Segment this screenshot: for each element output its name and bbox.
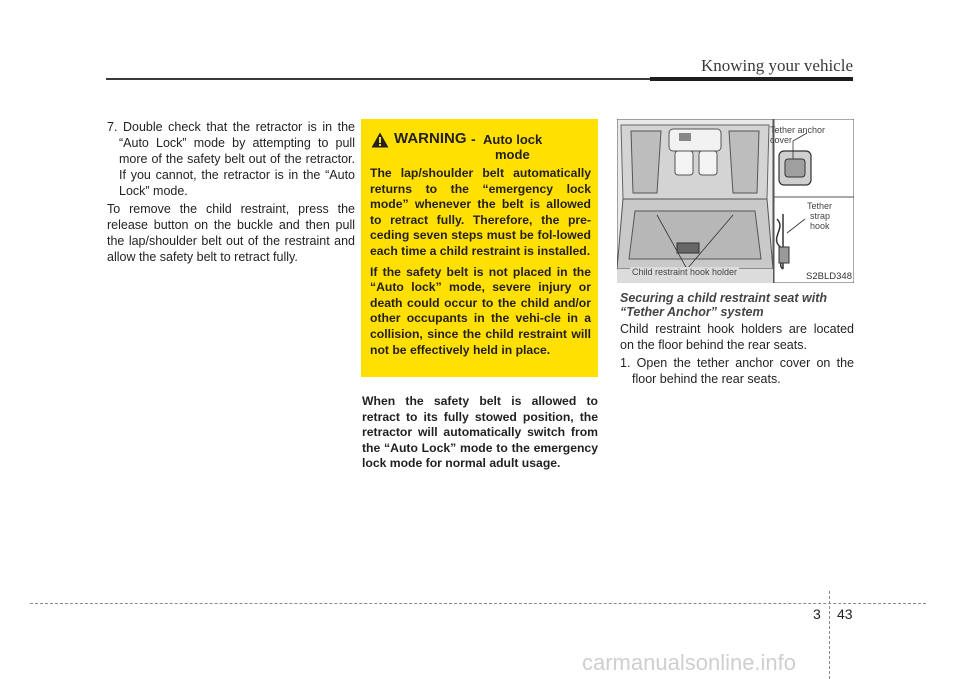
footer-rule [30,603,926,604]
footer-divider [829,591,830,679]
warning-box [361,119,598,377]
label-tether-anchor: Tether anchor [770,125,826,135]
subheading-line1: Securing a child restraint seat with [620,291,828,305]
hook-holders-paragraph: Child restraint hook holders are located on the floor behind the rear seats. [620,322,854,352]
header-rule-accent [650,77,853,81]
step-1: 1. Open the tether anchor cover on the floor behind the rear seats. [620,356,854,386]
figure-code: S2BLD348 [806,271,852,282]
subheading-line2: “Tether Anchor” system [620,305,764,319]
warning-body [370,166,591,363]
chapter-number: 3 [813,606,821,622]
warning-subtitle-line2: mode [495,147,530,162]
warning-word: WARNING [394,130,467,147]
warning-triangle-icon [371,132,389,148]
watermark: carmanualsonline.info [582,650,797,675]
warning-subtitle-line1: Auto lock [483,132,543,147]
tether-anchor-figure [617,119,854,283]
label-strap: strap [810,211,831,221]
right-column [620,291,854,389]
removal-paragraph: To remove the child restraint, press the release button on the buckle and then pull the lap/shoulder belt out of the restraint and allow the safety belt to retract fully. [107,202,355,264]
section-title: Knowing your vehicle [700,56,853,75]
label-tether: Tether [807,201,833,211]
warning-paragraph-2: If the safety belt is not placed in the “Auto lock” mode, severe injury or death could occur to the child and/or other occupants in the vehi-cle in a collision, since the child restraint will not be effectively held in place. [370,264,591,357]
auto-lock-note: When the safety belt is allowed to retract to its fully stowed position, the retractor will automatically switch from the “Auto Lock” mode to the emergency lock mode for normal adult usage. [362,394,598,471]
page-number: 43 [837,606,853,622]
label-child-restraint-hook-holder: Child restraint hook holder [632,267,738,277]
label-tether-anchor-cover: cover [770,135,793,145]
left-column [107,119,355,267]
warning-paragraph-1: The lap/shoulder belt automatically returns to the “emergency lock mode” whenever the belt is allowed to retract fully. Therefore, the pre-ceding seven steps must be fol-lowed each time a child restraint is installed. [370,166,591,258]
label-hook: hook [810,221,830,231]
warning-dash: - [471,131,476,147]
step-7: 7. Double check that the retractor is in the “Auto Lock” mode by attempting to pull more of the safety belt out of the retractor. If you cannot, the retractor is in the “Auto Lock” mode. [107,120,355,198]
